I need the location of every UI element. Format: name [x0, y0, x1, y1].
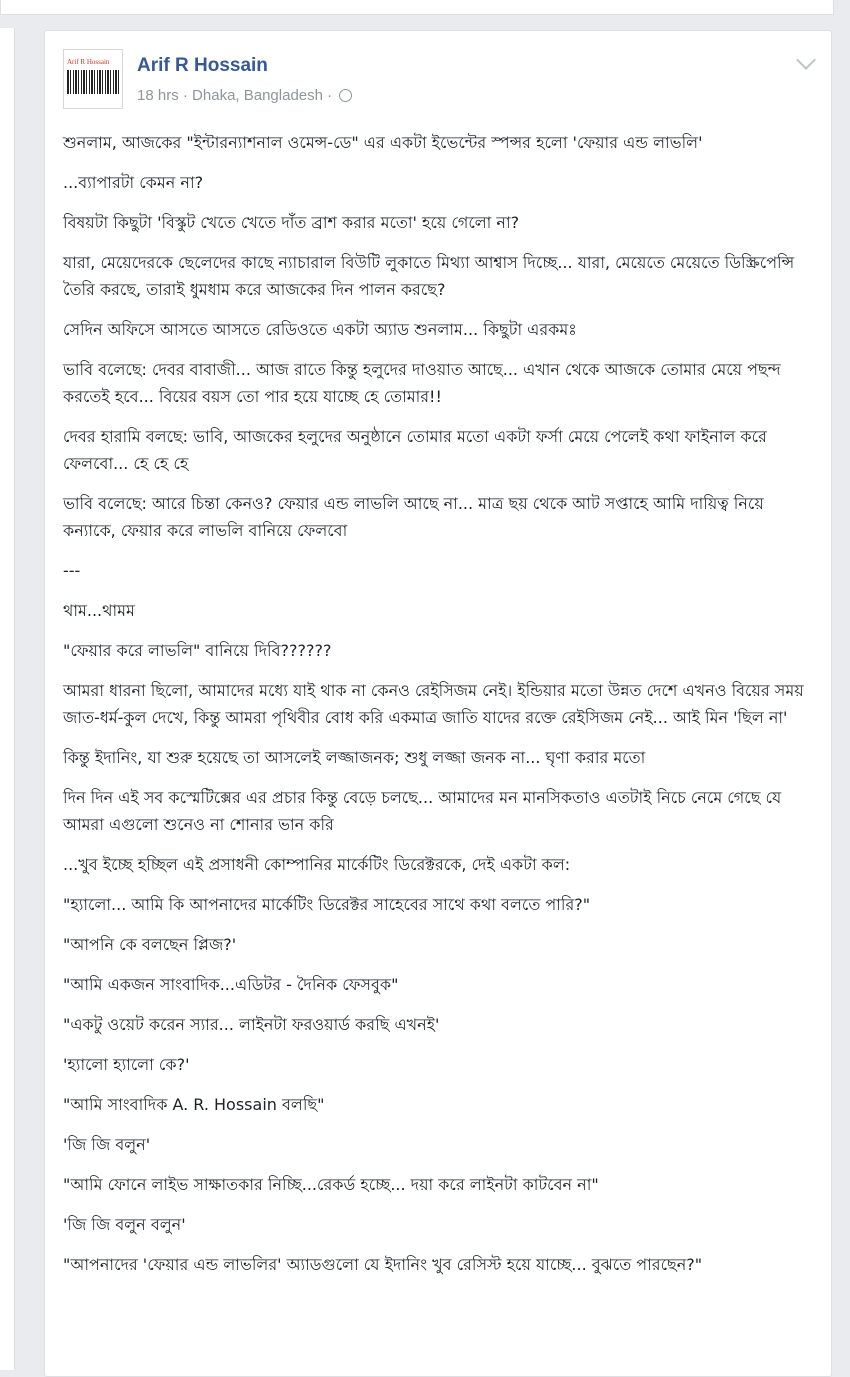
post-paragraph: সেদিন অফিসে আসতে আসতে রেডিওতে একটা অ্যাড শুনলাম... কিছুটা এরকমঃ	[63, 320, 577, 339]
post-paragraph: 'হ্যালো হ্যালো কে?'	[63, 1055, 190, 1074]
post-paragraph: ...খুব ইচ্ছে হচ্ছিল এই প্রসাধনী কোম্পানির মার্কেটিং ডিরেক্টরকে, দেই একটা কল:	[63, 855, 571, 874]
post-meta	[137, 87, 352, 104]
facebook-post	[44, 30, 832, 1377]
avatar-logo-text: Arif R Hossain	[67, 58, 110, 66]
chevron-down-icon[interactable]	[796, 50, 816, 70]
post-time[interactable]: 18 hrs	[137, 87, 179, 104]
post-paragraph: যারা, মেয়েদেরকে ছেলেদের কাছে ন্যাচারাল বিউটি লুকাতে মিথ্যা আশ্বাস দিচ্ছে... যারা, মেয়েতে মেয়েতে ডিস্ক্রিপেন্সি তৈরি করছে, তারাই ধুমধাম করে আজকের দিন পালন করছে?	[63, 253, 795, 299]
post-paragraph: ...ব্যাপারটা কেমন না?	[63, 173, 204, 192]
previous-post-card	[0, 0, 834, 15]
meta-separator-2: ·	[327, 87, 333, 104]
post-paragraph: দিন দিন এই সব কস্মেটিক্সের এর প্রচার কিন্তু বেড়ে চলছে... আমাদের মন মানসিকতাও এতটাই নিচে নেমে গেছে যে আমরা এগুলো শুনেও না শোনার ভান করি	[63, 788, 782, 834]
post-location[interactable]: Dhaka, Bangladesh	[192, 87, 323, 104]
author-name[interactable]: Arif R Hossain	[137, 55, 268, 76]
post-paragraph: বিষয়টা কিছুটা 'বিস্কুট খেতে খেতে দাঁত ব্রাশ করার মতো' হয়ে গেলো না?	[63, 213, 520, 232]
globe-icon[interactable]	[339, 89, 352, 102]
post-paragraph: "আপনি কে বলছেন প্লিজ?'	[63, 935, 237, 954]
post-paragraph: 'জি জি বলুন'	[63, 1135, 151, 1154]
post-header	[45, 31, 831, 115]
post-paragraph: শুনলাম, আজকের "ইন্টারন্যাশনাল ওমেন্স-ডে" এর একটা ইভেন্টের স্পন্সর হলো 'ফেয়ার এন্ড লাভলি'	[63, 133, 703, 152]
post-body	[63, 129, 813, 1291]
post-paragraph: "একটু ওয়েট করেন স্যার... লাইনটা ফরওয়ার্ড করছি এখনই'	[63, 1015, 440, 1034]
post-paragraph: "হ্যালো... আমি কি আপনাদের মার্কেটিং ডিরেক্টর সাহেবের সাথে কথা বলতে পারি?"	[63, 895, 591, 914]
post-paragraph: ভাবি বলেছে: দেবর বাবাজী... আজ রাতে কিন্তু হলুদের দাওয়াত আছে... এখান থেকে আজকে তোমার মেয়ে পছন্দ করতেই হবে... বিয়ের বয়স তো পার হয়ে যাচ্ছে হে তোমার!!	[63, 360, 781, 406]
left-sidebar-card	[0, 28, 15, 1370]
post-paragraph: আমরা ধারনা ছিলো, আমাদের মধ্যে যাই থাক না কেনও রেইসিজম নেই। ইন্ডিয়ার মতো উন্নত দেশে এখনও বিয়ের সময় জাত-ধর্ম-কুল দেখে, কিন্তু আমরা পৃথিবীর বোধ করি একমাত্র জাতি যাদের রক্তে রেইসিজম নেই... আই মিন 'ছিল না'	[63, 681, 804, 727]
post-paragraph: ভাবি বলেছে: আরে চিন্তা কেনও? ফেয়ার এন্ড লাভলি আছে না... মাত্র ছয় থেকে আট সপ্তাহে আমি দায়িত্ব নিয়ে কন্যাকে, ফেয়ার করে লাভলি বানিয়ে ফেলবো	[63, 494, 764, 540]
meta-separator: ·	[182, 87, 188, 104]
post-paragraph: কিন্তু ইদানিং, যা শুরু হয়েছে তা আসলেই লজ্জাজনক; শুধু লজ্জা জনক না... ঘৃণা করার মতো	[63, 748, 646, 767]
post-paragraph: "আমি ফোনে লাইভ সাক্ষাতকার নিচ্ছি...রেকর্ড হচ্ছে... দয়া করে লাইনটা কাটবেন না"	[63, 1175, 599, 1194]
post-paragraph: ---	[63, 561, 81, 580]
avatar[interactable]	[63, 49, 123, 109]
post-paragraph: 'জি জি বলুন বলুন'	[63, 1215, 186, 1234]
post-paragraph: থাম...থামম	[63, 601, 135, 620]
post-paragraph: "আপনাদের 'ফেয়ার এন্ড লাভলির' অ্যাডগুলো যে ইদানিং খুব রেসিস্ট হয়ে যাচ্ছে... বুঝতে পারছেন?"	[63, 1255, 703, 1274]
post-paragraph: "আমি সাংবাদিক A. R. Hossain বলছি"	[63, 1095, 325, 1114]
barcode-icon	[67, 70, 119, 94]
post-paragraph: দেবর হারামি বলছে: ভাবি, আজকের হলুদের অনুষ্ঠানে তোমার মতো একটা ফর্সা মেয়ে পেলেই কথা ফাইনাল করে ফেলবো... হে হে হে	[63, 427, 767, 473]
post-paragraph: "ফেয়ার করে লাভলি" বানিয়ে দিবি??????	[63, 641, 332, 660]
post-paragraph: "আমি একজন সাংবাদিক...এডিটর - দৈনিক ফেসবুক"	[63, 975, 399, 994]
